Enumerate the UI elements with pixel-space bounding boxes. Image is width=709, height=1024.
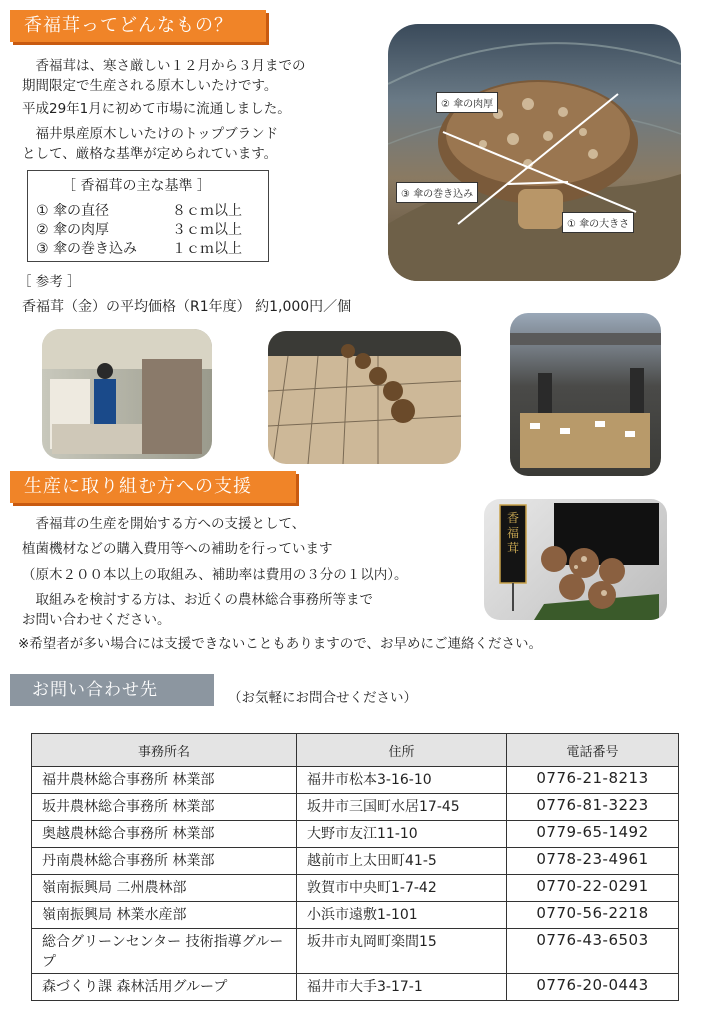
table-row xyxy=(32,794,679,821)
section-heading-contact: お問い合わせ先 xyxy=(10,674,214,706)
office-phone: 0776-21-8213 xyxy=(507,767,679,794)
label-cap-curl: ③ 傘の巻き込み xyxy=(396,182,478,203)
section-heading-about: 香福茸ってどんなもの？ xyxy=(10,10,266,42)
table-row xyxy=(32,902,679,929)
reference-text: 香福茸（金）の平均価格（R1年度） 約1,000円／個 xyxy=(22,299,352,315)
office-phone: 0776-20-0443 xyxy=(507,974,679,1001)
standards-box xyxy=(27,170,269,262)
office-address: 大野市友江11-10 xyxy=(297,821,507,848)
standard-name-1: ① 傘の直径 xyxy=(36,203,110,219)
office-name: 福井農林総合事務所 林業部 xyxy=(32,767,297,794)
about-line-5: として、厳格な基準が定められています。 xyxy=(22,146,278,162)
standard-name-3: ③ 傘の巻き込み xyxy=(36,241,138,257)
about-line-1: 香福茸は、寒さ厳しい１２月から３月までの xyxy=(22,58,306,74)
office-address: 坂井市三国町水居17-45 xyxy=(297,794,507,821)
standard-name-2: ② 傘の肉厚 xyxy=(36,222,110,238)
col-address-header: 住所 xyxy=(297,734,507,767)
support-line-5: お問い合わせください。 xyxy=(22,612,171,628)
table-row xyxy=(32,821,679,848)
office-name: 丹南農林総合事務所 林業部 xyxy=(32,848,297,875)
table-row xyxy=(32,767,679,794)
office-phone: 0776-81-3223 xyxy=(507,794,679,821)
label-cap-size: ① 傘の大きさ xyxy=(562,212,634,233)
office-name: 坂井農林総合事務所 林業部 xyxy=(32,794,297,821)
office-name: 嶺南振興局 林業水産部 xyxy=(32,902,297,929)
office-address: 福井市松本3-16-10 xyxy=(297,767,507,794)
table-row xyxy=(32,848,679,875)
office-phone: 0779-65-1492 xyxy=(507,821,679,848)
office-phone: 0776-43-6503 xyxy=(507,929,679,974)
office-address: 越前市上太田町41-5 xyxy=(297,848,507,875)
grading-board-photo xyxy=(268,331,461,464)
office-name: 嶺南振興局 二州農林部 xyxy=(32,875,297,902)
contact-note: （お気軽にお問合せください） xyxy=(228,690,417,706)
section-heading-support: 生産に取り組む方への支援 xyxy=(10,471,296,503)
support-line-4: 取組みを検討する方は、お近くの農林総合事務所等まで xyxy=(22,592,373,608)
contact-table xyxy=(31,733,679,1001)
office-phone: 0770-22-0291 xyxy=(507,875,679,902)
office-phone: 0778-23-4961 xyxy=(507,848,679,875)
table-row xyxy=(32,875,679,902)
table-header-row xyxy=(32,734,679,767)
support-line-2: 植菌機材などの購入費用等への補助を行っています xyxy=(22,541,333,557)
table-row xyxy=(32,929,679,974)
gift-box-label: 香福茸 xyxy=(506,511,519,555)
office-phone: 0770-56-2218 xyxy=(507,902,679,929)
support-line-3: （原木２００本以上の取組み、補助率は費用の３分の１以内）。 xyxy=(22,567,408,583)
label-cap-thickness: ② 傘の肉厚 xyxy=(436,92,498,113)
office-address: 敦賀市中央町1-7-42 xyxy=(297,875,507,902)
market-photo xyxy=(510,313,661,476)
office-name: 森づくり課 森林活用グループ xyxy=(32,974,297,1001)
office-name: 奥越農林総合事務所 林業部 xyxy=(32,821,297,848)
col-phone-header: 電話番号 xyxy=(507,734,679,767)
gift-box-photo xyxy=(484,499,667,620)
support-note: ※希望者が多い場合には支援できないこともありますので、お早めにご連絡ください。 xyxy=(18,636,543,652)
standards-title: ［ 香福茸の主な基準 ］ xyxy=(62,178,211,194)
standard-value-1: ８ｃｍ以上 xyxy=(172,203,242,219)
reference-title: ［ 参考 ］ xyxy=(18,274,81,290)
about-line-4: 福井県産原木しいたけのトップブランド xyxy=(22,126,279,142)
about-line-2: 期間限定で生産される原木しいたけです。 xyxy=(22,78,278,94)
office-address: 福井市大手3-17-1 xyxy=(297,974,507,1001)
office-address: 坂井市丸岡町楽間15 xyxy=(297,929,507,974)
office-address: 小浜市遠敷1-101 xyxy=(297,902,507,929)
warehouse-photo xyxy=(42,329,212,459)
support-line-1: 香福茸の生産を開始する方への支援として、 xyxy=(22,516,306,532)
office-name: 総合グリーンセンター 技術指導グループ xyxy=(32,929,297,974)
mushroom-closeup-photo xyxy=(388,24,681,281)
table-row xyxy=(32,974,679,1001)
col-office-header: 事務所名 xyxy=(32,734,297,767)
standard-value-2: ３ｃｍ以上 xyxy=(172,222,242,238)
about-line-3: 平成29年1月に初めて市場に流通しました。 xyxy=(22,101,291,117)
standard-value-3: １ｃｍ以上 xyxy=(172,241,242,257)
